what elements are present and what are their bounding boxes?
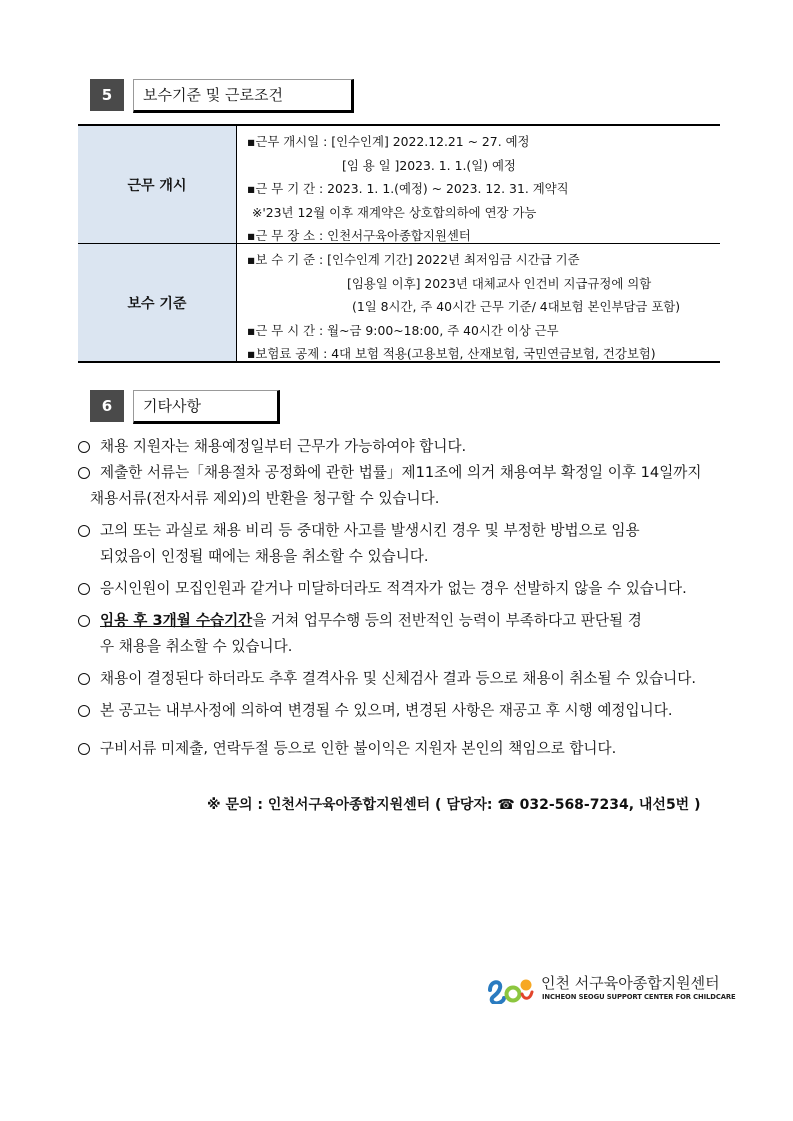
logo-korean-name: 인천 서구육아종합지원센터: [541, 974, 720, 992]
detail-line: ▪근 무 장 소 : 인천서구육아종합지원센터: [247, 228, 471, 243]
row-content: [237, 244, 720, 361]
circle-bullet-icon: [78, 615, 90, 627]
circle-bullet-icon: [78, 525, 90, 537]
circle-bullet-icon: [78, 673, 90, 685]
detail-line: ▪보 수 기 준 : [인수인계 기간] 2022년 최저임금 시간급 기준: [247, 252, 580, 267]
section-title: 보수기준 및 근로조건: [133, 79, 354, 113]
row-header: 보수 기준: [78, 244, 237, 361]
detail-line: ▪근 무 시 간 : 월~금 9:00~18:00, 주 40시간 이상 근무: [247, 322, 559, 338]
center-logo-icon: [486, 970, 534, 1004]
section-number: 6: [90, 390, 124, 422]
logo-english-name: INCHEON SEOGU SUPPORT CENTER FOR CHILDCARE: [542, 993, 736, 1001]
list-item: 채용이 결정된다 하더라도 추후 결격사유 및 신체검사 결과 등으로 채용이 취소될 수 있습니다.: [75, 666, 725, 692]
table-row-work-start: [78, 126, 720, 244]
list-item: 고의 또는 과실로 채용 비리 등 중대한 사고를 발생시킨 경우 및 부정한 방법으로 임용 되었음이 인정될 때에는 채용을 취소할 수 있습니다.: [75, 518, 725, 570]
notes-list: [75, 434, 725, 762]
list-item: 제출한 서류는「채용절차 공정화에 관한 법률」제11조에 의거 채용여부 확정일 이후 14일까지 채용서류(전자서류 제외)의 반환을 청구할 수 있습니다.: [75, 460, 725, 512]
circle-bullet-icon: [78, 583, 90, 595]
circle-bullet-icon: [78, 441, 90, 453]
contact-info: ※ 문의 : 인천서구육아종합지원센터 ( 담당자: ☎ 032-568-7234, 내선5번 ): [207, 797, 701, 813]
circle-bullet-icon: [78, 743, 90, 755]
detail-line: ▪근무 개시일 : [인수인계] 2022.12.21 ~ 27. 예정: [247, 134, 530, 149]
section-title: 기타사항: [133, 390, 280, 424]
list-item: 구비서류 미제출, 연락두절 등으로 인한 불이익은 지원자 본인의 책임으로 합니다.: [75, 736, 725, 762]
circle-bullet-icon: [78, 467, 90, 479]
working-conditions-table: [78, 124, 720, 363]
detail-line: ▪보험료 공제 : 4대 보험 적용(고용보험, 산재보험, 국민연금보험, 건강보험): [247, 346, 656, 361]
section-number: 5: [90, 79, 124, 111]
center-logo: [486, 970, 736, 1010]
list-item: 응시인원이 모집인원과 같거나 미달하더라도 적격자가 없는 경우 선발하지 않을 수 있습니다.: [75, 576, 725, 602]
list-item: 본 공고는 내부사정에 의하여 변경될 수 있으며, 변경된 사항은 재공고 후 시행 예정입니다.: [75, 698, 725, 724]
list-item: 채용 지원자는 채용예정일부터 근무가 가능하여야 합니다.: [75, 434, 725, 460]
detail-line: [임용일 이후] 2023년 대체교사 인건비 지급규정에 의함: [347, 275, 652, 291]
probation-highlight: 임용 후 3개월 수습기간: [100, 612, 253, 629]
detail-line: (1일 8시간, 주 40시간 근무 기준/ 4대보험 본인부담금 포함): [352, 299, 681, 314]
detail-note: ※'23년 12월 이후 재계약은 상호합의하에 연장 가능: [252, 204, 537, 220]
table-row-pay-standard: [78, 244, 720, 361]
detail-line: [임 용 일 ]2023. 1. 1.(일) 예정: [342, 157, 516, 173]
circle-bullet-icon: [78, 705, 90, 717]
detail-line: ▪근 무 기 간 : 2023. 1. 1.(예정) ~ 2023. 12. 31. 계약직: [247, 181, 569, 196]
list-item: 임용 후 3개월 수습기간을 거쳐 업무수행 등의 전반적인 능력이 부족하다고 판단될 경 우 채용을 취소할 수 있습니다.: [75, 608, 725, 660]
row-header: 근무 개시: [78, 126, 237, 243]
row-content: [237, 126, 720, 243]
